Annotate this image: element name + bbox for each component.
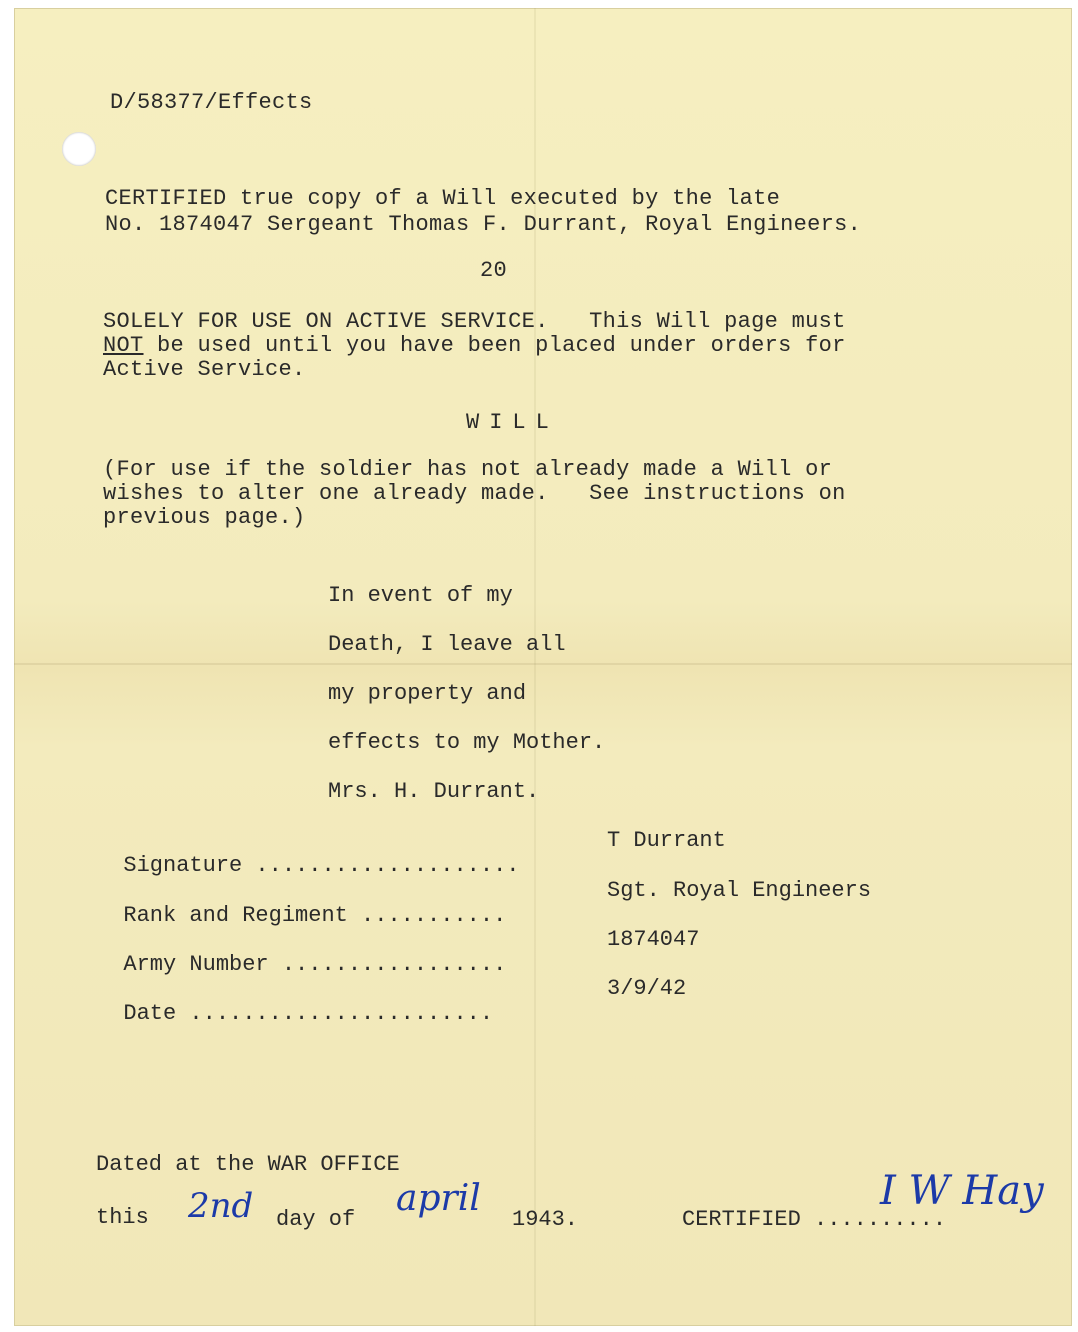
will-line: Mrs. H. Durrant. bbox=[328, 779, 540, 804]
date-label: Date ....................... bbox=[123, 1001, 494, 1026]
will-line: Death, I leave all bbox=[328, 632, 566, 657]
instructions-line-3: previous page.) bbox=[103, 505, 306, 530]
will-line: effects to my Mother. bbox=[328, 730, 606, 755]
handwritten-month: april bbox=[396, 1178, 481, 1219]
signature-value: T Durrant bbox=[607, 828, 726, 853]
will-line: In event of my bbox=[328, 583, 513, 608]
certified-heading bbox=[105, 186, 861, 238]
active-service-line-1: SOLELY FOR USE ON ACTIVE SERVICE. This Will page must bbox=[103, 309, 846, 334]
will-title: WILL bbox=[466, 410, 559, 435]
certified-heading-line-2: No. 1874047 Sergeant Thomas F. Durrant, Royal Engineers. bbox=[105, 212, 862, 237]
certifier-signature: I W Hay bbox=[880, 1168, 1044, 1214]
instructions-text bbox=[103, 458, 846, 530]
rank-label: Rank and Regiment ........... bbox=[123, 903, 507, 928]
date-value: 3/9/42 bbox=[607, 976, 687, 1001]
year: 1943. bbox=[512, 1207, 579, 1232]
active-service-line-3: Active Service. bbox=[103, 357, 306, 382]
will-body bbox=[328, 583, 605, 828]
not-emphasis: NOT bbox=[103, 333, 144, 358]
army-number-value: 1874047 bbox=[607, 927, 700, 952]
handwritten-day: 2nd bbox=[188, 1186, 254, 1226]
date-row bbox=[97, 976, 687, 1051]
instructions-line-1: (For use if the soldier has not already made a Will or bbox=[103, 457, 833, 482]
signature-label: Signature .................... bbox=[123, 853, 520, 878]
page-number: 20 bbox=[480, 258, 508, 283]
instructions-line-2: wishes to alter one already made. See instructions on bbox=[103, 481, 846, 506]
dated-at: Dated at the WAR OFFICE bbox=[96, 1152, 400, 1177]
active-service-line-2: be used until you have been placed under orders for bbox=[143, 333, 846, 358]
certified-heading-line-1: CERTIFIED true copy of a Will executed by the late bbox=[105, 186, 781, 211]
rank-value: Sgt. Royal Engineers bbox=[607, 878, 872, 903]
this-label: this bbox=[96, 1205, 149, 1230]
active-service-notice bbox=[103, 310, 846, 382]
punch-hole bbox=[62, 132, 96, 166]
day-of-label: day of bbox=[276, 1207, 356, 1232]
certified-label: CERTIFIED .......... bbox=[682, 1207, 947, 1232]
army-number-label: Army Number ................. bbox=[123, 952, 507, 977]
will-line: my property and bbox=[328, 681, 527, 706]
reference-number: D/58377/Effects bbox=[110, 90, 313, 115]
